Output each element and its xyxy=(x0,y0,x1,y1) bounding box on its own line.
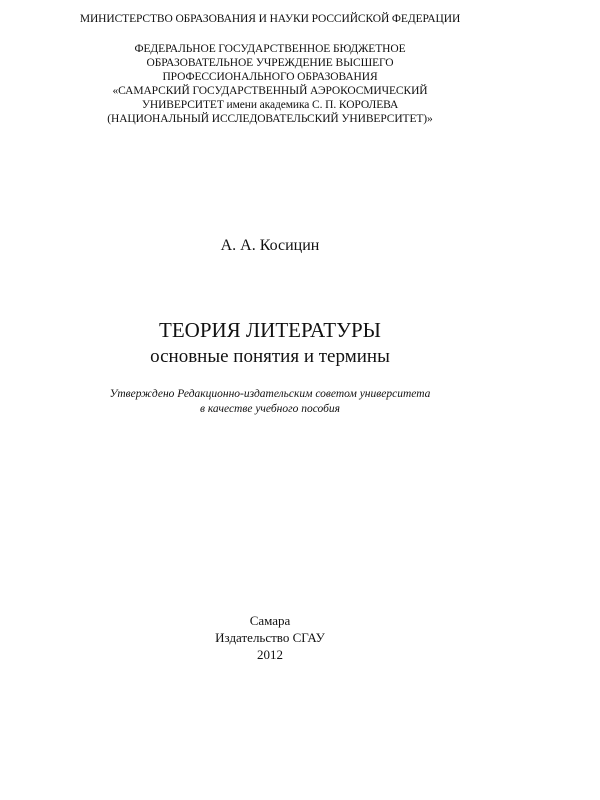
institution-line-1: ФЕДЕРАЛЬНОЕ ГОСУДАРСТВЕННОЕ БЮДЖЕТНОЕ xyxy=(134,43,406,55)
institution-line-5: УНИВЕРСИТЕТ имени академика С. П. КОРОЛЕВА xyxy=(141,99,399,111)
approval-line-1: Утверждено Редакционно-издательским советом университета xyxy=(109,388,431,400)
author-name: А. А. Косицин xyxy=(220,237,320,254)
book-subtitle: основные понятия и термины xyxy=(150,346,390,367)
institution-line-3: ПРОФЕССИОНАЛЬНОГО ОБРАЗОВАНИЯ xyxy=(162,71,378,83)
ministry-heading: МИНИСТЕРСТВО ОБРАЗОВАНИЯ И НАУКИ РОССИЙСКОЙ ФЕДЕРАЦИИ xyxy=(79,13,461,25)
approval-line-2: в качестве учебного пособия xyxy=(199,403,341,415)
institution-line-6: (НАЦИОНАЛЬНЫЙ ИССЛЕДОВАТЕЛЬСКИЙ УНИВЕРСИТЕТ)» xyxy=(107,113,433,125)
imprint-city: Самара xyxy=(249,613,291,628)
imprint-publisher: Издательство СГАУ xyxy=(215,630,325,645)
institution-line-4: «САМАРСКИЙ ГОСУДАРСТВЕННЫЙ АЭРОКОСМИЧЕСКИЙ xyxy=(112,85,428,97)
imprint-year: 2012 xyxy=(257,647,283,662)
institution-line-2: ОБРАЗОВАТЕЛЬНОЕ УЧРЕЖДЕНИЕ ВЫСШЕГО xyxy=(146,57,394,69)
book-title: ТЕОРИЯ ЛИТЕРАТУРЫ xyxy=(159,318,381,342)
